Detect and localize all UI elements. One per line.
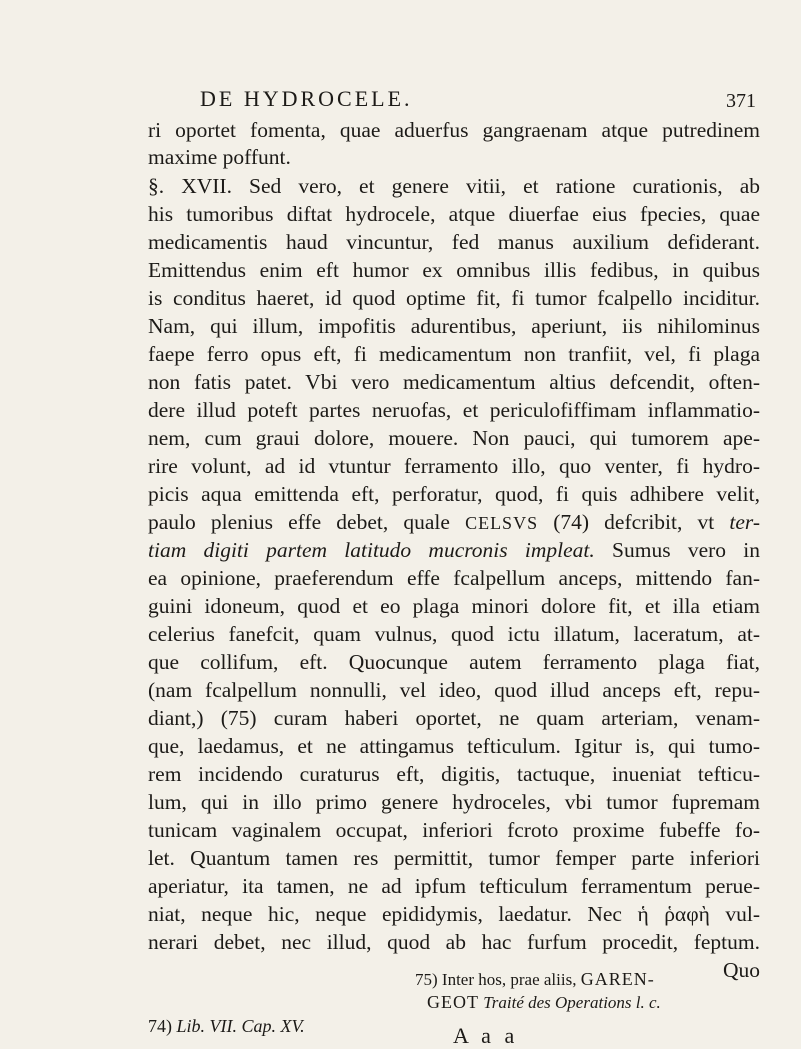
text-line: nem, cum graui dolore, mouere. Non pauci, qui tumorem ape-: [148, 426, 760, 450]
running-title: DE HYDROCELE.: [200, 86, 413, 111]
text-line: celerius fanefcit, quam vulnus, quod ictu illatum, laceratum, at-: [148, 622, 760, 646]
text-line: (nam fcalpellum nonnulli, vel ideo, quod illud anceps eft, repu-: [148, 678, 760, 702]
author-name: CELSVS: [465, 513, 539, 533]
text-line: medicamentis haud vincuntur, fed manus auxilium defiderant.: [148, 230, 760, 254]
author-name: GEOT: [427, 992, 479, 1012]
text-line: dere illud poteft partes neruofas, et periculofiffimam inflammatio-: [148, 398, 760, 422]
footnote-number: 74): [148, 1016, 172, 1036]
text-line: his tumoribus diftat hydrocele, atque diuerfae eius fpecies, quae: [148, 202, 760, 226]
author-name: GAREN-: [580, 969, 655, 989]
footnote-75: [415, 968, 760, 1014]
text-line: diant,) (75) curam haberi oportet, ne quam arteriam, venam-: [148, 706, 760, 730]
text-line: picis aqua emittenda eft, perforatur, quod, fi quis adhibere velit,: [148, 482, 760, 506]
text-run: Sumus vero in: [594, 538, 760, 562]
page-number: 371: [726, 90, 756, 112]
catchword: Quo: [722, 958, 760, 982]
text-line: is conditus haeret, id quod optime fit, fi tumor fcalpello inciditur.: [148, 286, 760, 310]
text-line: non fatis patet. Vbi vero medicamentum altius defcendit, often-: [148, 370, 760, 394]
text-line: maxime poffunt.: [148, 145, 291, 169]
footnote-text: Lib. VII. Cap. XV.: [176, 1016, 305, 1036]
text-line: ea opinione, praeferendum effe fcalpellum anceps, mittendo fan-: [148, 566, 760, 590]
text-line: ri oportet fomenta, quae aduerfus gangraenam atque putredinem: [148, 118, 760, 142]
footnote-text: Inter hos, prae aliis,: [441, 970, 577, 989]
text-line: que, laedamus, et ne attingamus tefticulum. Igitur is, qui tumo-: [148, 734, 760, 758]
text-line: faepe ferro opus eft, fi medicamentum non tranfiit, vel, fi plaga: [148, 342, 760, 366]
text-line: niat, neque hic, neque epididymis, laedatur. Nec ἡ ῥαφὴ vul-: [148, 902, 760, 926]
text-line: aperiatur, ita tamen, ne ad ipfum tefticulum ferramentum perue-: [148, 874, 760, 898]
italic-quote: tiam digiti partem latitudo mucronis impleat.: [148, 538, 595, 562]
text-line-with-citation: [148, 508, 760, 538]
text-line: rem incidendo curaturus eft, digitis, tactuque, inueniat tefticu-: [148, 762, 760, 786]
text-line: §. XVII. Sed vero, et genere vitii, et ratione curationis, ab: [148, 174, 760, 198]
text-line: let. Quantum tamen res permittit, tumor femper parte inferiori: [148, 846, 760, 870]
text-line: nerari debet, nec illud, quod ab hac furfum procedit, feptum.: [148, 930, 760, 954]
text-line: guini idoneum, quod et eo plaga minori dolore fit, et illa etiam: [148, 594, 760, 618]
text-line: que collifum, eft. Quocunque autem ferramento plaga fiat,: [148, 650, 760, 674]
text-line: Nam, qui illum, impofitis adurentibus, aperiunt, iis nihilominus: [148, 314, 760, 338]
text-line-italic-quote: [148, 536, 760, 565]
footnote-number: 75): [415, 970, 438, 989]
text-run: paulo plenius effe debet, quale: [148, 510, 466, 534]
footnote-74: [148, 1016, 305, 1037]
running-head: [0, 86, 801, 114]
signature-mark: A a a: [453, 1023, 519, 1048]
text-line: lum, qui in illo primo genere hydroceles, vbi tumor fupremam: [148, 790, 760, 814]
italic-quote: ter-: [729, 510, 760, 534]
text-line: tunicam vaginalem occupat, inferiori fcroto proxime fubeffe fo-: [148, 818, 760, 842]
text-line: Emittendus enim eft humor ex omnibus illis fedibus, in quibus: [148, 258, 760, 282]
text-run: (74) defcribit, vt: [538, 510, 730, 534]
text-line: rire volunt, ad id vtuntur ferramento illo, quo venter, fi hydro-: [148, 454, 760, 478]
footnote-text: Traité des Operations l. c.: [483, 993, 661, 1012]
